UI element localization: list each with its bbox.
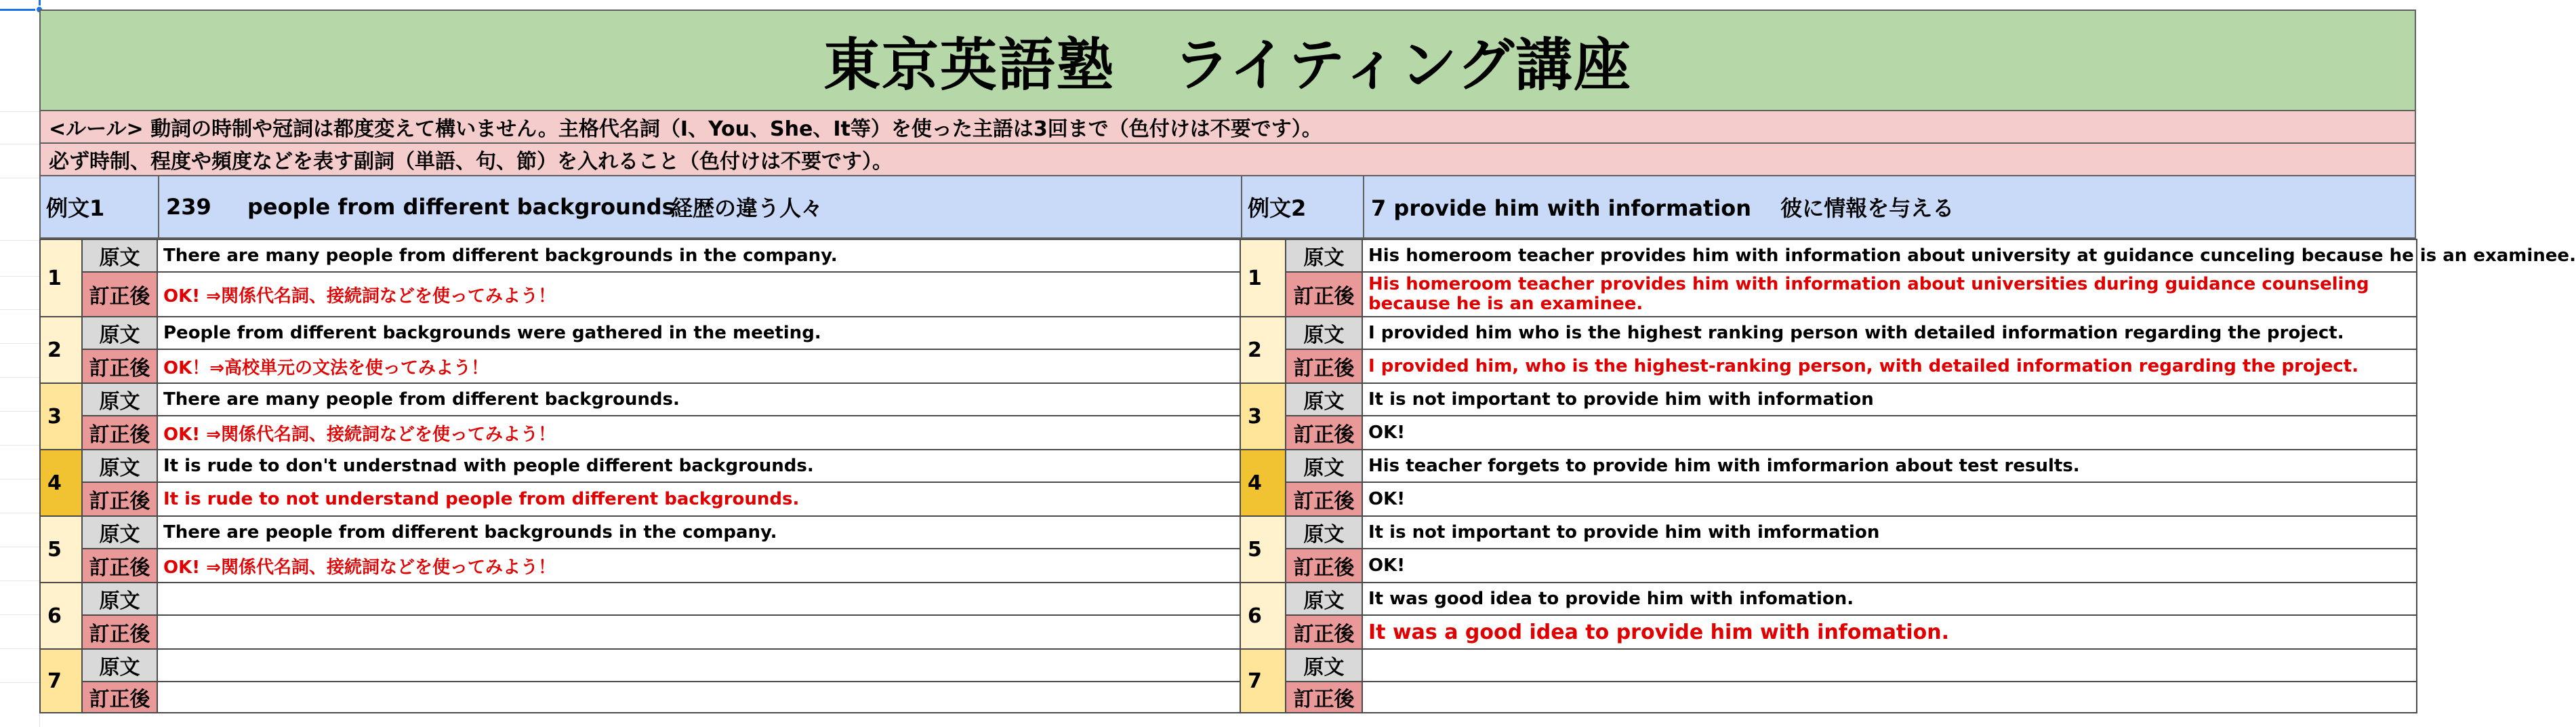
table-row [40,583,2417,615]
table-row [40,682,2417,713]
sentence-table [39,239,2576,713]
row-header-margin [0,0,40,727]
row-number-left[interactable]: 5 [40,516,82,583]
left-corrected-cell[interactable]: OK! ⇒関係代名詞、接続詞などを使ってみよう！ [157,549,1240,583]
left-corrected-cell[interactable]: OK！⇒高校単元の文法を使ってみよう！ [157,349,1240,383]
row-number-right[interactable]: 6 [1240,583,1286,649]
table-row [40,516,2417,549]
left-original-cell[interactable]: There are people from different backgrounds in the company. [157,516,1240,549]
table-row [40,482,2417,516]
table-row [40,272,2417,317]
row-number-right[interactable]: 1 [1240,239,1286,317]
original-label[interactable]: 原文 [82,516,157,549]
table-row [40,349,2417,383]
corrected-label[interactable]: 訂正後 [82,272,157,317]
left-corrected-cell[interactable]: OK! ⇒関係代名詞、接続詞などを使ってみよう！ [157,416,1240,450]
table-row [40,649,2417,682]
right-corrected-cell[interactable]: I provided him, who is the highest-ranking person, with detailed information regarding the project. [1362,349,2417,383]
right-corrected-cell[interactable] [1362,682,2417,713]
example2-label[interactable]: 例文2 [1248,195,1307,221]
corrected-label[interactable]: 訂正後 [82,549,157,583]
row-number-right[interactable]: 4 [1240,450,1286,516]
corrected-label[interactable]: 訂正後 [1286,482,1362,516]
right-original-cell[interactable]: His teacher forgets to provide him with imformarion about test results. [1362,450,2417,482]
row-number-right[interactable]: 3 [1240,383,1286,450]
corrected-label[interactable]: 訂正後 [1286,416,1362,450]
example2-phrase[interactable]: 7 provide him with information 彼に情報を与える [1371,195,1955,221]
right-original-cell[interactable]: I provided him who is the highest ranking person with detailed information regarding the project. [1362,317,2417,349]
row-number-right[interactable]: 7 [1240,649,1286,713]
right-corrected-cell[interactable]: It was a good idea to provide him with infomation. [1362,615,2417,649]
example1-label[interactable]: 例文1 [46,195,105,221]
table-row [40,549,2417,583]
original-label[interactable]: 原文 [1286,516,1362,549]
right-original-cell[interactable]: His homeroom teacher provides him with information about university at guidance cunceling because he is an examinee. [1362,239,2417,272]
left-original-cell[interactable]: People from different backgrounds were gathered in the meeting. [157,317,1240,349]
right-corrected-cell[interactable]: OK! [1362,416,2417,450]
corrected-label[interactable]: 訂正後 [82,682,157,713]
right-corrected-cell[interactable]: OK! [1362,549,2417,583]
table-row [40,615,2417,649]
original-label[interactable]: 原文 [1286,239,1362,272]
example1-phrase[interactable]: people from different backgrounds [247,194,675,220]
row-number-left[interactable]: 6 [40,583,82,649]
corrected-label[interactable]: 訂正後 [1286,615,1362,649]
original-label[interactable]: 原文 [1286,317,1362,349]
right-original-cell[interactable]: It is not important to provide him with imformation [1362,516,2417,549]
row-number-left[interactable]: 3 [40,383,82,450]
left-original-cell[interactable]: There are many people from different backgrounds. [157,383,1240,416]
table-row [40,450,2417,482]
corrected-label[interactable]: 訂正後 [1286,549,1362,583]
original-label[interactable]: 原文 [82,649,157,682]
corrected-label[interactable]: 訂正後 [82,615,157,649]
left-original-cell[interactable] [157,649,1240,682]
original-label[interactable]: 原文 [1286,649,1362,682]
corrected-label[interactable]: 訂正後 [82,349,157,383]
original-label[interactable]: 原文 [82,383,157,416]
row-number-left[interactable]: 7 [40,649,82,713]
corrected-label[interactable]: 訂正後 [1286,272,1362,317]
corrected-label[interactable]: 訂正後 [1286,349,1362,383]
page-title[interactable]: 東京英語塾 ライティング講座 [39,9,2416,111]
corrected-label[interactable]: 訂正後 [82,482,157,516]
example1-meaning[interactable]: 経歴の違う人々 [671,195,823,221]
row-number-right[interactable]: 2 [1240,317,1286,383]
left-original-cell[interactable]: There are many people from different backgrounds in the company. [157,239,1240,272]
left-corrected-cell[interactable] [157,682,1240,713]
rule-line-1[interactable]: <ルール> 動詞の時制や冠詞は都度変えて構いません。主格代名詞（I、You、She、It等）を使った主語は3回まで（色付けは不要です）。 [39,111,2416,144]
example1-number[interactable]: 239 [166,194,211,220]
rule-line-2[interactable]: 必ず時制、程度や頻度などを表す副詞（単語、句、節）を入れること（色付けは不要です）。 [39,144,2416,176]
right-corrected-cell[interactable]: OK! [1362,482,2417,516]
row-number-left[interactable]: 4 [40,450,82,516]
row-number-left[interactable]: 2 [40,317,82,383]
right-corrected-cell[interactable]: His homeroom teacher provides him with information about universities during guidance counseling because he is an examinee. [1362,272,2417,317]
right-original-cell[interactable] [1362,649,2417,682]
original-label[interactable]: 原文 [1286,450,1362,482]
corrected-label[interactable]: 訂正後 [1286,682,1362,713]
right-original-cell[interactable]: It is not important to provide him with information [1362,383,2417,416]
left-original-cell[interactable]: It is rude to don't understnad with people different backgrounds. [157,450,1240,482]
table-row [40,416,2417,450]
original-label[interactable]: 原文 [82,583,157,615]
corrected-label[interactable]: 訂正後 [82,416,157,450]
original-label[interactable]: 原文 [82,239,157,272]
table-row [40,317,2417,349]
table-row [40,383,2417,416]
original-label[interactable]: 原文 [1286,383,1362,416]
left-corrected-cell[interactable]: It is rude to not understand people from different backgrounds. [157,482,1240,516]
original-label[interactable]: 原文 [82,317,157,349]
table-row [40,239,2417,272]
right-original-cell[interactable]: It was good idea to provide him with infomation. [1362,583,2417,615]
spreadsheet [39,9,2576,713]
selection-border [0,9,39,11]
row-number-left[interactable]: 1 [40,239,82,317]
left-original-cell[interactable] [157,583,1240,615]
left-corrected-cell[interactable]: OK! ⇒関係代名詞、接続詞などを使ってみよう！ [157,272,1240,317]
original-label[interactable]: 原文 [82,450,157,482]
left-corrected-cell[interactable] [157,615,1240,649]
example-header-row [39,176,2416,239]
original-label[interactable]: 原文 [1286,583,1362,615]
row-number-right[interactable]: 5 [1240,516,1286,583]
